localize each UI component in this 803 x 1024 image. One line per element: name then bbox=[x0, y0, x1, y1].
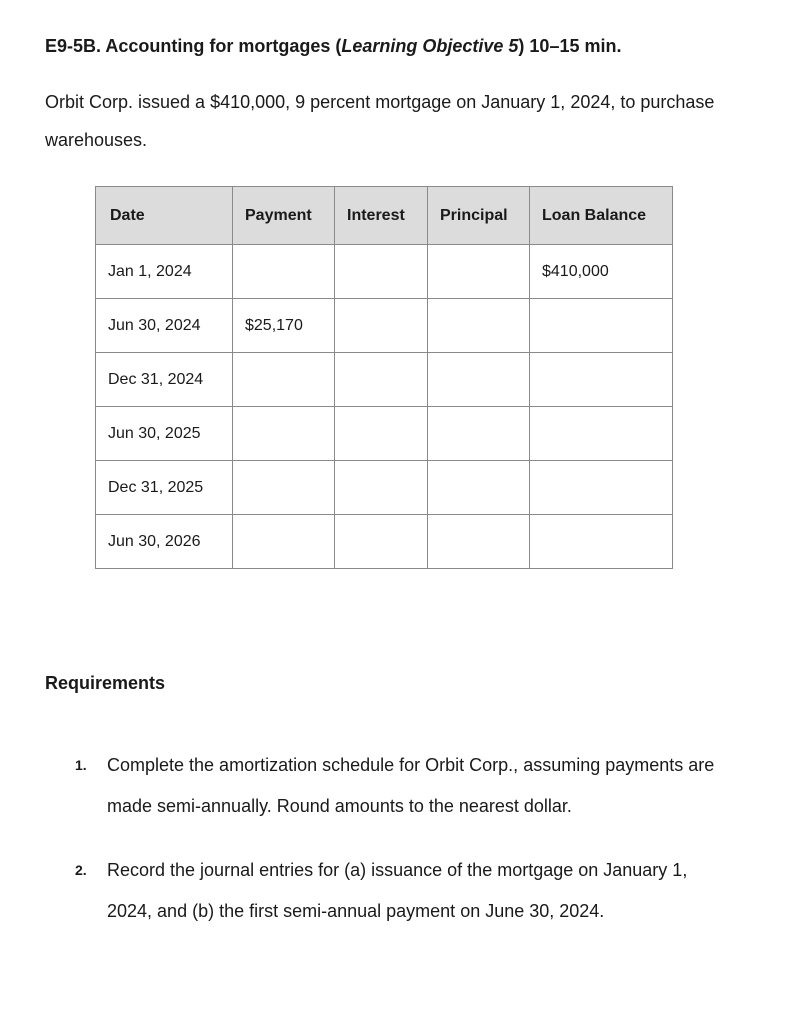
header-payment: Payment bbox=[233, 187, 335, 245]
cell-loan-balance: $410,000 bbox=[530, 245, 673, 299]
cell-loan-balance bbox=[530, 407, 673, 461]
cell-date: Jun 30, 2024 bbox=[96, 299, 233, 353]
table-header-row bbox=[96, 187, 673, 245]
table-row bbox=[96, 353, 673, 407]
cell-interest bbox=[335, 461, 428, 515]
cell-interest bbox=[335, 353, 428, 407]
requirement-item bbox=[75, 850, 735, 931]
cell-principal bbox=[428, 515, 530, 569]
cell-payment: $25,170 bbox=[233, 299, 335, 353]
header-interest: Interest bbox=[335, 187, 428, 245]
table-row bbox=[96, 515, 673, 569]
heading-prefix: E9-5B. Accounting for mortgages ( bbox=[45, 36, 342, 56]
requirement-item bbox=[75, 745, 735, 826]
requirement-number: 2. bbox=[75, 862, 87, 878]
requirement-number: 1. bbox=[75, 757, 87, 773]
problem-statement: Orbit Corp. issued a $410,000, 9 percent mortgage on January 1, 2024, to purchase warehouses. bbox=[45, 92, 715, 150]
requirements-list bbox=[75, 745, 735, 955]
requirement-text: Complete the amortization schedule for Orbit Corp., assuming payments are made semi-annually. Round amounts to the nearest dollar. bbox=[107, 755, 715, 816]
cell-principal bbox=[428, 407, 530, 461]
header-loan-balance: Loan Balance bbox=[530, 187, 673, 245]
table-row bbox=[96, 461, 673, 515]
cell-interest bbox=[335, 515, 428, 569]
cell-principal bbox=[428, 245, 530, 299]
table-row bbox=[96, 245, 673, 299]
cell-interest bbox=[335, 299, 428, 353]
cell-payment bbox=[233, 461, 335, 515]
requirements-title: Requirements bbox=[45, 673, 166, 693]
cell-principal bbox=[428, 353, 530, 407]
cell-loan-balance bbox=[530, 515, 673, 569]
heading-suffix: ) 10–15 min. bbox=[518, 36, 622, 56]
cell-interest bbox=[335, 407, 428, 461]
cell-date: Jun 30, 2026 bbox=[96, 515, 233, 569]
heading-learning-objective: Learning Objective 5 bbox=[341, 36, 519, 56]
cell-date: Jun 30, 2025 bbox=[96, 407, 233, 461]
cell-loan-balance bbox=[530, 353, 673, 407]
cell-payment bbox=[233, 407, 335, 461]
cell-loan-balance bbox=[530, 461, 673, 515]
header-date: Date bbox=[96, 187, 233, 245]
cell-principal bbox=[428, 461, 530, 515]
cell-principal bbox=[428, 299, 530, 353]
amortization-schedule-table bbox=[95, 186, 673, 569]
cell-payment bbox=[233, 245, 335, 299]
header-principal: Principal bbox=[428, 187, 530, 245]
cell-loan-balance bbox=[530, 299, 673, 353]
requirement-text: Record the journal entries for (a) issuance of the mortgage on January 1, 2024, and (b) the first semi-annual payment on June 30, 2024. bbox=[107, 860, 688, 921]
cell-payment bbox=[233, 515, 335, 569]
cell-date: Jan 1, 2024 bbox=[96, 245, 233, 299]
table-row bbox=[96, 407, 673, 461]
cell-date: Dec 31, 2024 bbox=[96, 353, 233, 407]
exercise-heading bbox=[45, 36, 621, 57]
cell-date: Dec 31, 2025 bbox=[96, 461, 233, 515]
table-row bbox=[96, 299, 673, 353]
cell-interest bbox=[335, 245, 428, 299]
cell-payment bbox=[233, 353, 335, 407]
